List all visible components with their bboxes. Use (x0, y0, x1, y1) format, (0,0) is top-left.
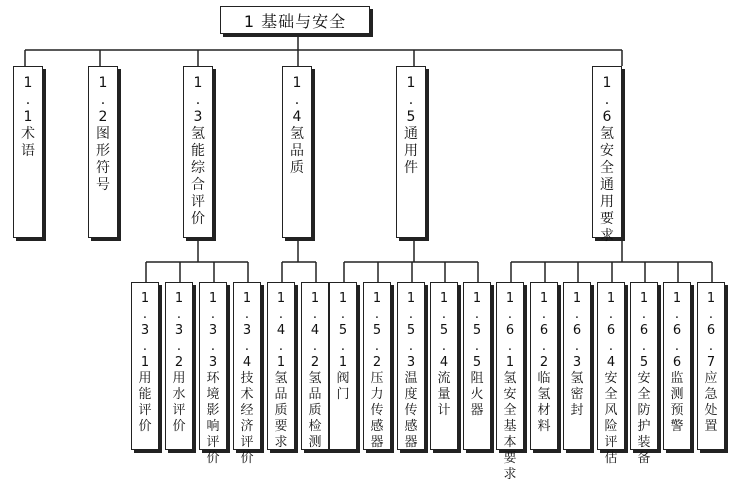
node-1-3-4 (233, 282, 261, 466)
root-label: 1 基础与安全 (243, 11, 347, 31)
node-1-4-1 (267, 282, 295, 450)
node-1-6-2 (530, 282, 558, 450)
node-label: 1 . 6 . 4 安 全 风 险 评 估 (604, 291, 618, 466)
node-label: 1 . 6 氢 安 全 通 用 要 求 (600, 75, 614, 244)
node-label: 1 . 6 . 5 安 全 防 护 装 备 (637, 291, 651, 466)
node-label: 1 . 6 . 7 应 急 处 置 (704, 291, 718, 434)
node-label: 1 . 2 图 形 符 号 (96, 75, 110, 193)
node-label: 1 . 5 . 2 压 力 传 感 器 (370, 291, 384, 450)
node-label: 1 . 5 . 4 流 量 计 (437, 291, 451, 418)
node-1-5-2 (363, 282, 391, 450)
node-1-5-1 (329, 282, 357, 450)
node-1-6-4 (597, 282, 625, 466)
node-1-3-1 (131, 282, 159, 450)
node-label: 1 . 4 氢 品 质 (290, 75, 304, 176)
node-1-5-4 (430, 282, 458, 450)
node-1-1 (13, 66, 43, 238)
node-1-3-3 (199, 282, 227, 466)
node-label: 1 . 3 . 4 技 术 经 济 评 价 (240, 291, 254, 466)
node-1-5 (396, 66, 426, 238)
node-label: 1 . 6 . 3 氢 密 封 (570, 291, 584, 418)
node-1-6-1 (496, 282, 524, 482)
node-label: 1 . 6 . 1 氢 安 全 基 本 要 求 (503, 291, 517, 482)
node-1-6-6 (663, 282, 691, 450)
node-label: 1 . 5 . 1 阀 门 (336, 291, 350, 402)
root-node (220, 6, 370, 34)
node-label: 1 . 5 . 5 阻 火 器 (470, 291, 484, 418)
node-label: 1 . 5 . 3 温 度 传 感 器 (404, 291, 418, 450)
node-1-4 (282, 66, 312, 238)
node-label: 1 . 6 . 6 监 测 预 警 (670, 291, 684, 434)
node-label: 1 . 1 术 语 (21, 75, 35, 159)
node-1-2 (88, 66, 118, 238)
node-label: 1 . 3 . 2 用 水 评 价 (172, 291, 186, 434)
node-label: 1 . 3 . 1 用 能 评 价 (138, 291, 152, 434)
node-1-4-2 (301, 282, 329, 450)
node-label: 1 . 4 . 2 氢 品 质 检 测 (308, 291, 322, 450)
node-label: 1 . 6 . 2 临 氢 材 料 (537, 291, 551, 434)
node-1-5-3 (397, 282, 425, 450)
node-1-6 (592, 66, 622, 244)
node-1-3 (183, 66, 213, 238)
node-label: 1 . 5 通 用 件 (404, 75, 418, 176)
node-label: 1 . 3 . 3 环 境 影 响 评 价 (206, 291, 220, 466)
node-label: 1 . 4 . 1 氢 品 质 要 求 (274, 291, 288, 450)
node-1-6-7 (697, 282, 725, 450)
node-1-6-5 (630, 282, 658, 466)
node-1-5-5 (463, 282, 491, 450)
node-label: 1 . 3 氢 能 综 合 评 价 (191, 75, 205, 227)
node-1-6-3 (563, 282, 591, 450)
node-1-3-2 (165, 282, 193, 450)
